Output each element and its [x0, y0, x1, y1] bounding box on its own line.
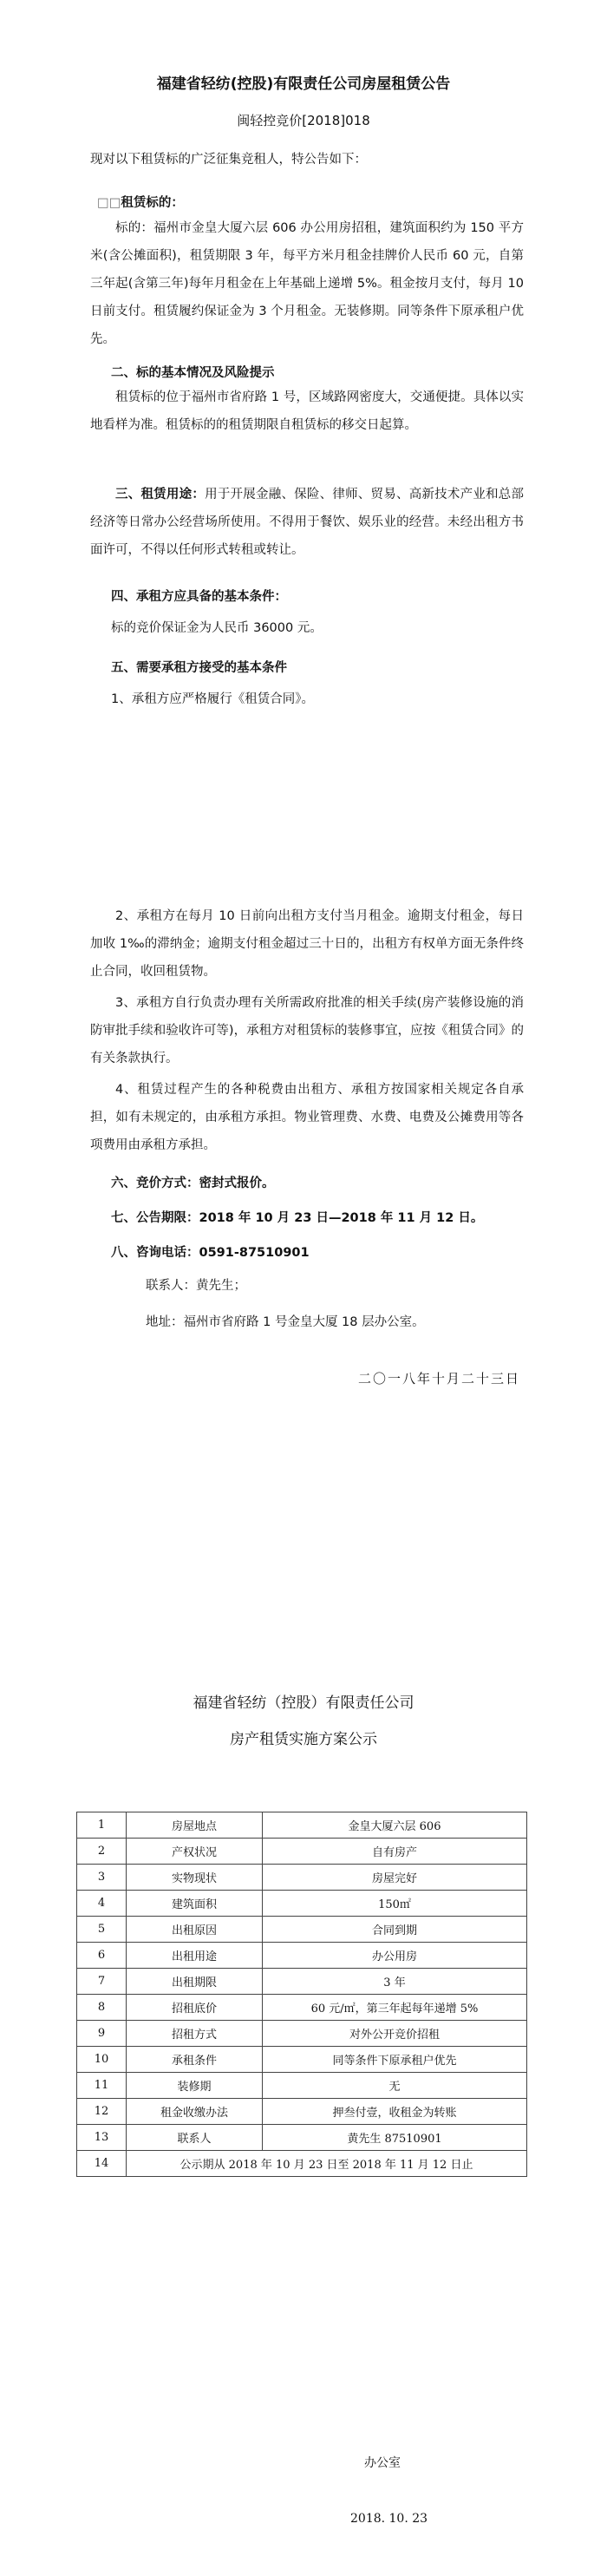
- table-row: [77, 2021, 527, 2047]
- plan-subtitle: 房产租赁实施方案公示: [230, 1731, 377, 1748]
- row-number-cell: 2: [77, 1839, 127, 1865]
- item-cell: 招租方式: [127, 2021, 263, 2047]
- section-5-item-4: 4、租赁过程产生的各种税费由出租方、承租方按国家相关规定各自承担，如有未规定的，由承租方承担。物业管理费、水费、电费及公摊费用等各项费用由承租方承担。: [90, 1083, 524, 1152]
- value-cell: 150㎡: [263, 1891, 527, 1917]
- section-1-heading-text: 租赁标的：: [121, 196, 184, 210]
- missing-glyph-icon: □□: [97, 196, 121, 210]
- table-row: [77, 2073, 527, 2099]
- item-cell: 承租条件: [127, 2047, 263, 2073]
- intro-text: 现对以下租赁标的广泛征集竞租人，特公告如下：: [90, 153, 367, 167]
- item-cell: 产权状况: [127, 1839, 263, 1865]
- item-cell: 出租用途: [127, 1943, 263, 1969]
- table-row: [77, 1917, 527, 1943]
- section-8: 八、咨询电话：0591-87510901: [111, 1246, 310, 1260]
- section-1-heading: [97, 193, 184, 211]
- section-3: [90, 481, 524, 564]
- row-number-cell: 8: [77, 1995, 127, 2021]
- item-cell: 招租底价: [127, 1995, 263, 2021]
- footer-office: 办公室: [364, 2456, 401, 2470]
- section-2-heading: 二、标的基本情况及风险提示: [111, 366, 275, 380]
- value-cell: 房屋完好: [263, 1865, 527, 1891]
- section-7: 七、公告期限：2018 年 10 月 23 日—2018 年 11 月 12 日。: [111, 1211, 484, 1225]
- contact-address: 地址：福州市省府路 1 号金皇大厦 18 层办公室。: [146, 1315, 425, 1329]
- table-row: [77, 1839, 527, 1865]
- value-cell: 自有房产: [263, 1839, 527, 1865]
- announcement-title: 福建省轻纺(控股)有限责任公司房屋租赁公告: [156, 75, 451, 93]
- section-4-body: 标的竞价保证金为人民币 36000 元。: [111, 621, 323, 635]
- table-row: [77, 2099, 527, 2125]
- row-number-cell: 6: [77, 1943, 127, 1969]
- section-1-body-b: 租赁履约保证金为 3 个月租金。无装修期。同等条件下原承租户优先。: [90, 305, 524, 346]
- item-cell: 租金收缴办法: [127, 2099, 263, 2125]
- section-5-item-1: 1、承租方应严格履行《租赁合同》。: [111, 692, 314, 706]
- item-cell: 房屋地点: [127, 1812, 263, 1839]
- row-number-cell: 5: [77, 1917, 127, 1943]
- section-5-item-2: 2、承租方在每月 10 日前向出租方支付当月租金。逾期支付租金，每日加收 1‰的滞纳金；逾期支付租金超过三十日的，出租方有权单方面无条件终止合同，收回租赁物。: [90, 909, 524, 979]
- rental-plan-table: [76, 1812, 527, 2177]
- section-4-heading: 四、承租方应具备的基本条件：: [111, 590, 287, 604]
- contact-person: 联系人：黄先生；: [146, 1279, 246, 1293]
- value-cell: 合同到期: [263, 1917, 527, 1943]
- section-3-heading: 三、租赁用途：: [115, 488, 206, 501]
- footer-date: 2018. 10. 23: [350, 2512, 428, 2526]
- value-cell: 同等条件下原承租户优先: [263, 2047, 527, 2073]
- row-number-cell: 9: [77, 2021, 127, 2047]
- row-number-cell: 3: [77, 1865, 127, 1891]
- item-cell: 实物现状: [127, 1865, 263, 1891]
- value-cell: 黄先生 87510901: [263, 2125, 527, 2151]
- announcement-date: 二〇一八年十月二十三日: [357, 1371, 520, 1386]
- row-number-cell: 14: [77, 2151, 127, 2177]
- value-cell: 押叁付壹，收租金为转账: [263, 2099, 527, 2125]
- value-cell: 60 元/㎡，第三年起每年递增 5%: [263, 1995, 527, 2021]
- item-cell: 联系人: [127, 2125, 263, 2151]
- row-number-cell: 1: [77, 1812, 127, 1839]
- section-3-body: 用于开展金融、保险、律师、贸易、高新技术产业和总部经济等日常办公经营场所使用。不得用于餐饮、娱乐业的经营。未经出租方书面许可，不得以任何形式转租或转让。: [90, 488, 525, 557]
- item-cell: 出租期限: [127, 1969, 263, 1995]
- item-cell: 建筑面积: [127, 1891, 263, 1917]
- section-5-heading: 五、需要承租方接受的基本条件: [111, 661, 287, 675]
- table-row: [77, 1812, 527, 1839]
- row-number-cell: 4: [77, 1891, 127, 1917]
- value-cell: 办公用房: [263, 1943, 527, 1969]
- plan-company-name: 福建省轻纺（控股）有限责任公司: [193, 1694, 414, 1712]
- value-cell: 金皇大厦六层 606: [263, 1812, 527, 1839]
- item-cell: 出租原因: [127, 1917, 263, 1943]
- table-row: [77, 1865, 527, 1891]
- table-row: [77, 1891, 527, 1917]
- value-cell: 3 年: [263, 1969, 527, 1995]
- table-row: [77, 1995, 527, 2021]
- row-number-cell: 7: [77, 1969, 127, 1995]
- section-2-body: 租赁标的位于福州市省府路 1 号，区域路网密度大，交通便捷。具体以实地看样为准。租赁标的的租赁期限自租赁标的移交日起算。: [90, 390, 524, 432]
- row-number-cell: 12: [77, 2099, 127, 2125]
- table-row: [77, 2151, 527, 2177]
- value-cell: 对外公开竞价招租: [263, 2021, 527, 2047]
- row-number-cell: 13: [77, 2125, 127, 2151]
- table-row: [77, 1943, 527, 1969]
- table-row: [77, 1969, 527, 1995]
- item-cell: 装修期: [127, 2073, 263, 2099]
- value-cell: 公示期从 2018 年 10 月 23 日至 2018 年 11 月 12 日止: [127, 2151, 527, 2177]
- table-row: [77, 2047, 527, 2073]
- section-1-body: [90, 214, 524, 353]
- section-1-body-a: 标的：福州市金皇大厦六层 606 办公用房招租，建筑面积约为 150 平方米(含公摊面积)，租赁期限 3 年，每平方米月租金挂牌价人民币 60 元，自第三年起(含第三年)每年月租金在上年基础上递增 5%。租金按月支付，每月 10 日前支付。: [90, 221, 524, 318]
- section-6: 六、竞价方式：密封式报价。: [111, 1177, 275, 1190]
- section-5-item-3: 3、承租方自行负责办理有关所需政府批准的相关手续(房产装修设施的消防审批手续和验收许可等)，承租方对租赁标的装修事宜，应按《租赁合同》的有关条款执行。: [90, 996, 524, 1065]
- row-number-cell: 11: [77, 2073, 127, 2099]
- document-number: 闽轻控竞价[2018]018: [237, 113, 370, 128]
- value-cell: 无: [263, 2073, 527, 2099]
- row-number-cell: 10: [77, 2047, 127, 2073]
- table-row: [77, 2125, 527, 2151]
